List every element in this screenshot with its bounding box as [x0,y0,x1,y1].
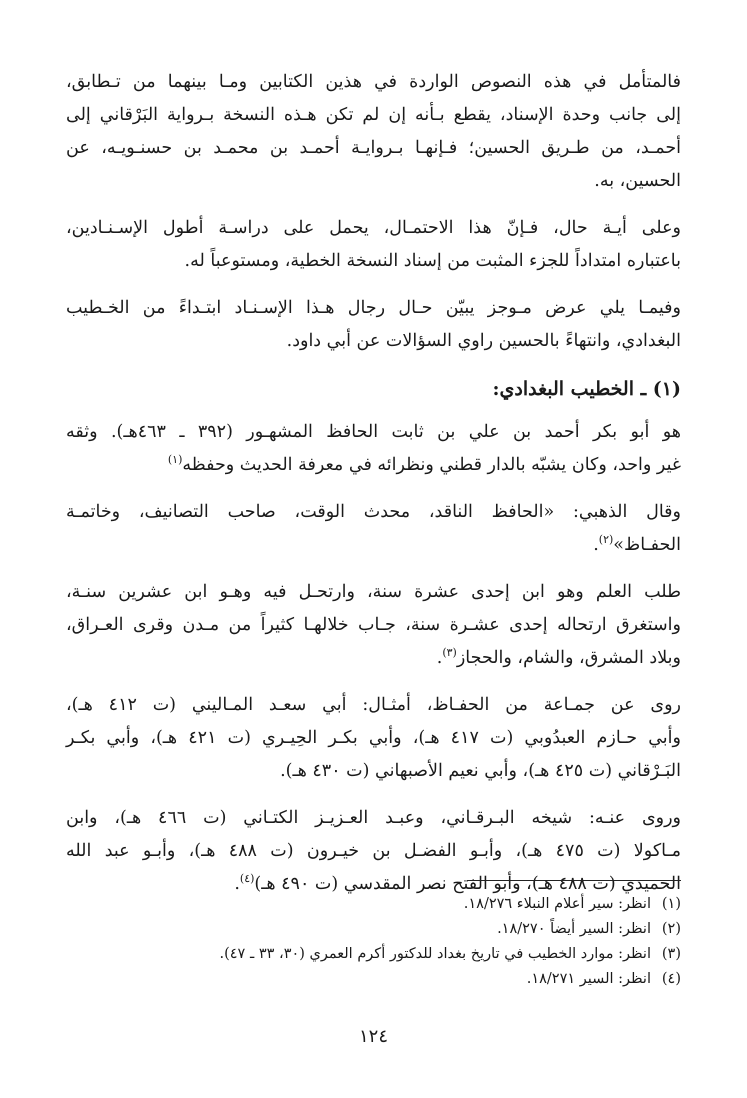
text-line [66,132,681,165]
line-text: وقال الذهبي: «الحافظ الناقد، محدث الوقت، صاحب التصانيف، وخاتمـة [66,502,681,522]
line-tail: . [436,648,443,668]
line-text: طلب العلم وهو ابن إحدى عشرة سنة، وارتحـل فيه وهـو ابن عشرين سنـة، [66,582,681,602]
line-text: وبلاد المشرق، والشام، والحجاز [456,648,681,668]
paragraph [66,576,681,675]
line-text: فالمتأمل في هذه النصوص الواردة في هذين الكتابين ومـا بينهما من تـطابق، [66,72,681,92]
line-text: مـاكولا (ت ٤٧٥ هـ)، وأبـو الفضـل بن خيـرون (ت ٤٨٨ هـ)، وأبـو عبد الله [66,841,681,861]
line-text: وروى عنـه: شيخه البـرقـاني، وعبـد العـزيـز الكتـاني (ت ٤٦٦ هـ)، وابن [66,808,681,828]
text-line [66,416,681,449]
line-text: غير واحد، وكان يشبّه بالدار قطني ونظرائه في معرفة الحديث وحفظه [182,455,681,475]
line-text: إلى جانب وحدة الإسناد، يقطع بـأنه إن لم تكن هـذه النسخة بـرواية البَرْقاني إلى [66,105,681,125]
line-text: الحفـاظ» [613,535,681,555]
footnote-number: (١) [661,896,681,912]
footnote-item [66,942,681,967]
line-text: البَـرْقاني (ت ٤٢٥ هـ)، وأبي نعيم الأصبهاني (ت ٤٣٠ هـ). [280,761,681,781]
paragraph [66,496,681,562]
footnote-item [66,892,681,917]
paragraph [66,66,681,198]
section-paragraphs [66,416,681,901]
text-line [66,449,681,482]
text-line [66,165,681,198]
text-line [66,755,681,788]
line-text: واستغرق ارتحاله إحدى عشـرة سنة، جـاب خلالهـا كثيراً من مـدن وقرى العـراق، [66,615,681,635]
text-line [66,722,681,755]
text-line [66,292,681,325]
text-line [66,642,681,675]
paragraph [66,292,681,358]
line-text: الحميدي (ت ٤٨٨ هـ)، وأبو الفتح نصر المقدسي (ت ٤٩٠ هـ) [254,874,681,894]
footnote-text: انظر: موارد الخطيب في تاريخ بغداد للدكتور أكرم العمري (٣٠، ٣٣ ـ ٤٧). [219,946,651,962]
footnote-separator [467,880,681,881]
footnote-number: (٢) [661,921,681,937]
footnote-reference[interactable]: (٣) [442,646,457,660]
footnote-text: انظر: السير ١٨/٢٧١. [526,971,651,987]
paragraph [66,689,681,788]
text-line [66,66,681,99]
footnote-text: انظر: سير أعلام النبلاء ١٨/٢٧٦. [463,896,651,912]
line-text: أحمـد، من طـريق الحسين؛ فـإنهـا بـروايـة أحمـد بن محمـد بن حسنـويـه، عن [66,138,681,158]
paragraph [66,416,681,482]
paragraph [66,802,681,901]
footnote-reference[interactable]: (٤) [239,872,255,886]
text-line [66,689,681,722]
line-text: روى عن جمـاعة من الحفـاظ، أمثـال: أبي سعـد المـاليني (ت ٤١٢ هـ)، [66,695,681,715]
line-text: باعتباره امتداداً للجزء المثبت من إسناد النسخة الخطية، ومستوعباً له. [184,251,681,271]
footnote-item [66,917,681,942]
footnote-reference[interactable]: (١) [167,453,183,467]
text-line [66,212,681,245]
text-line [66,835,681,868]
line-tail: . [593,535,599,555]
line-text: وعلى أيـة حال، فـإنّ هذا الاحتمـال، يحمل على دراسـة أطول الإسـنـادين، [66,218,681,238]
line-text: البغدادي، وانتهاءً بالحسين راوي السؤالات عن أبي داود. [286,331,681,351]
line-text: وأبي حـازم العبدُوبي (ت ٤١٧ هـ)، وأبي بكـر الحِيـري (ت ٤٢١ هـ)، وأبي بكـر [66,728,681,748]
text-line [66,245,681,278]
section-heading: (١) ـ الخطيب البغدادي: [492,378,681,400]
text-line [66,529,681,562]
text-line [66,99,681,132]
text-line [66,325,681,358]
line-text: الحسين، به. [594,171,681,191]
footnote-text: انظر: السير أيضاً ١٨/٢٧٠. [497,921,651,937]
footnote-reference[interactable]: (٢) [598,533,614,547]
intro-paragraphs [66,66,681,358]
paragraph [66,212,681,278]
footnote-number: (٣) [661,946,681,962]
page-number: ١٢٤ [358,1026,388,1047]
text-line [66,802,681,835]
footnote-number: (٤) [661,971,681,987]
text-line [66,576,681,609]
line-text: هو أبو بكر أحمد بن علي بن ثابت الحافظ المشهـور (٣٩٢ ـ ٤٦٣هـ). وثقه [66,422,681,442]
text-line [66,609,681,642]
footnote-item [66,967,681,992]
line-text: وفيمـا يلي عرض مـوجز يبيّن حـال رجال هـذا الإسـنـاد ابتـداءً من الخـطيب [66,298,681,318]
footnotes [66,892,681,992]
text-line [66,496,681,529]
line-tail: . [234,874,240,894]
